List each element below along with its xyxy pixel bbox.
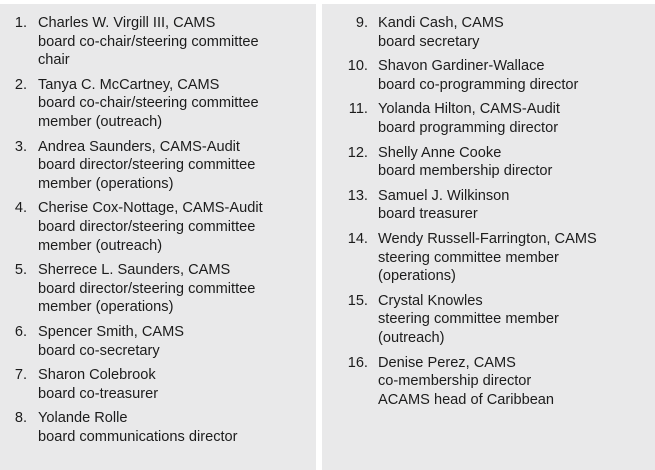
member-role: board co-secretary <box>38 342 160 359</box>
member-name: Sherrece L. Saunders, CAMS <box>38 262 231 279</box>
member-role: ACAMS head of Caribbean <box>378 391 555 408</box>
entry-number: 1. <box>14 15 27 31</box>
member-entry <box>0 76 316 132</box>
member-name: Crystal Knowles <box>378 292 483 309</box>
member-role: board communications director <box>38 428 238 445</box>
member-role: (outreach) <box>378 329 445 346</box>
member-entry <box>322 57 655 94</box>
entry-body <box>368 57 655 94</box>
entry-body <box>27 199 316 255</box>
member-entry <box>0 366 316 403</box>
entry-number: 3. <box>14 138 27 155</box>
entry-body <box>368 230 655 286</box>
entry-body <box>368 14 655 51</box>
member-name: Sharon Colebrook <box>38 367 156 384</box>
member-entry <box>322 14 655 51</box>
member-name: Wendy Russell-Farrington, CAMS <box>378 230 597 247</box>
entry-number: 5. <box>14 262 27 279</box>
member-entry <box>322 100 655 137</box>
member-entry <box>0 14 316 70</box>
member-name: Tanya C. McCartney, CAMS <box>38 76 220 93</box>
left-column-panel <box>0 4 316 470</box>
member-role: co-membership director <box>378 373 532 390</box>
entry-number: 12. <box>347 144 368 161</box>
member-entry <box>0 409 316 446</box>
member-name: Denise Perez, CAMS <box>378 354 516 371</box>
member-entry <box>0 199 316 255</box>
member-name: Kandi Cash, CAMS <box>378 15 504 31</box>
entry-body <box>27 261 316 317</box>
entry-body <box>27 409 316 446</box>
member-name: Yolanda Hilton, CAMS-Audit <box>378 101 560 118</box>
entry-body <box>368 292 655 348</box>
member-role: board co-chair/steering committee <box>38 33 259 50</box>
entry-number: 2. <box>14 76 27 93</box>
member-entry <box>322 292 655 348</box>
member-name: Samuel J. Wilkinson <box>378 187 510 204</box>
member-entry <box>0 261 316 317</box>
member-role: board secretary <box>378 33 480 50</box>
member-name: Shavon Gardiner-Wallace <box>378 58 545 75</box>
entry-body <box>27 323 316 360</box>
entry-body <box>27 14 316 70</box>
member-entry <box>322 354 655 410</box>
member-entry <box>0 138 316 194</box>
member-entry <box>0 323 316 360</box>
member-role: board programming director <box>378 119 559 136</box>
member-role: steering committee member <box>378 249 559 266</box>
member-role: board director/steering committee <box>38 280 256 297</box>
member-role: board co-chair/steering committee <box>38 95 259 112</box>
entry-number: 13. <box>347 187 368 204</box>
member-role: chair <box>38 52 70 69</box>
member-name: Charles W. Virgill III, CAMS <box>38 15 216 31</box>
entry-body <box>368 100 655 137</box>
member-role: member (operations) <box>38 299 174 316</box>
right-column-panel <box>322 4 655 470</box>
entry-number: 11. <box>348 101 368 118</box>
member-name: Andrea Saunders, CAMS-Audit <box>38 138 240 155</box>
member-entry <box>322 144 655 181</box>
entry-number: 15. <box>347 292 368 309</box>
entry-body <box>27 76 316 132</box>
entry-body <box>27 366 316 403</box>
entry-body <box>368 354 655 410</box>
member-entry <box>322 230 655 286</box>
entry-number: 14. <box>347 230 368 247</box>
member-role: board director/steering committee <box>38 218 256 235</box>
member-role: member (outreach) <box>38 237 163 254</box>
member-role: member (outreach) <box>38 113 163 130</box>
entry-number: 6. <box>14 323 27 340</box>
entry-number: 7. <box>14 367 27 384</box>
entry-number: 10. <box>347 58 368 75</box>
entry-number: 8. <box>14 410 27 427</box>
member-role: board director/steering committee <box>38 157 256 174</box>
entry-number: 16. <box>347 354 368 371</box>
member-role: board treasurer <box>378 206 478 223</box>
member-name: Cherise Cox-Nottage, CAMS-Audit <box>38 200 263 217</box>
right-member-list <box>322 4 655 409</box>
member-entry <box>322 187 655 224</box>
member-name: Shelly Anne Cooke <box>378 144 502 161</box>
member-role: member (operations) <box>38 175 174 192</box>
member-role: board membership director <box>378 163 553 180</box>
member-role: (operations) <box>378 268 456 285</box>
member-role: board co-treasurer <box>38 385 159 402</box>
member-name: Spencer Smith, CAMS <box>38 323 184 340</box>
member-role: steering committee member <box>378 311 559 328</box>
left-member-list <box>0 4 316 446</box>
entry-body <box>368 144 655 181</box>
entry-body <box>27 138 316 194</box>
entry-number: 9. <box>355 15 368 31</box>
entry-body <box>368 187 655 224</box>
member-role: board co-programming director <box>378 76 579 93</box>
entry-number: 4. <box>14 200 27 217</box>
member-name: Yolande Rolle <box>38 410 128 427</box>
